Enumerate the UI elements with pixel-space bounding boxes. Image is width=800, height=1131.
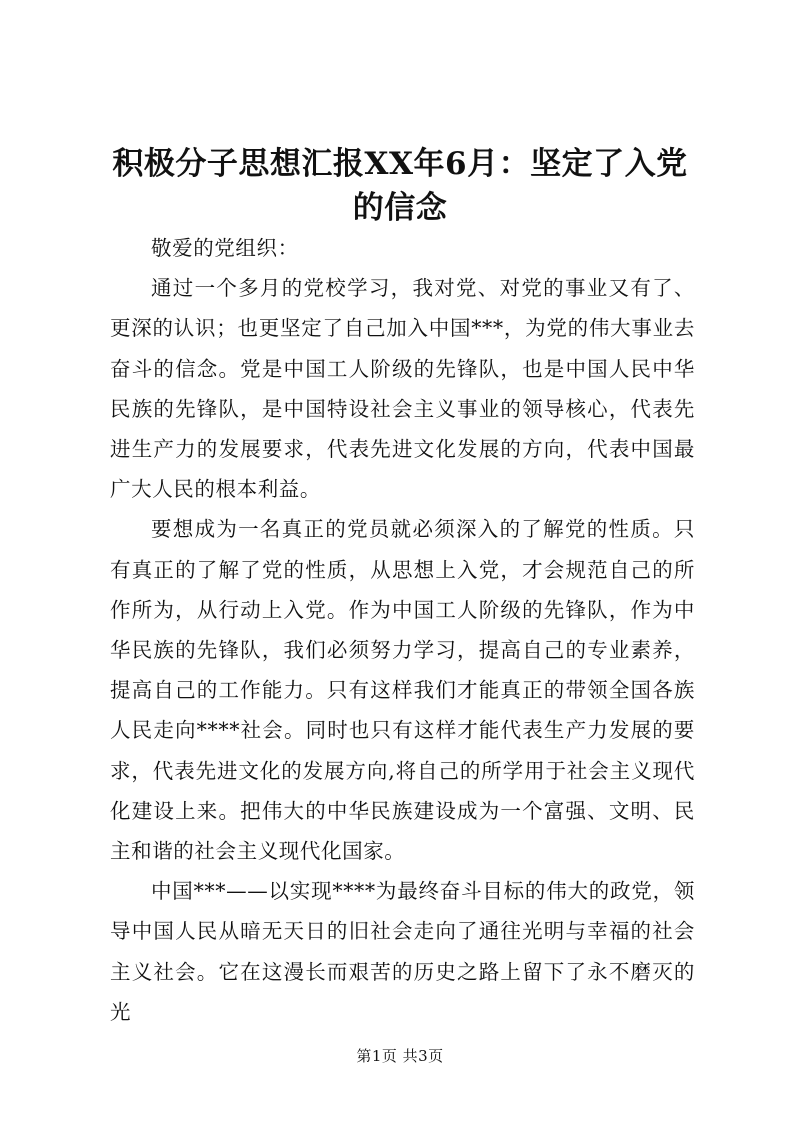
greeting-line: 敬爱的党组织：	[151, 236, 299, 260]
paragraph-3: 中国***——以实现****为最终奋斗目标的伟大的政党，领导中国人民从暗无天日的旧社会走向了通往光明与幸福的社会主义社会。它在这漫长而艰苦的历史之路上留下了永不磨灭的光	[110, 879, 695, 1024]
document-body	[110, 228, 695, 1032]
paragraph-2: 要想成为一名真正的党员就必须深入的了解党的性质。只有真正的了解了党的性质，从思想上入党，才会规范自己的所作所为，从行动上入党。作为中国工人阶级的先锋队，作为中华民族的先锋队，我们必须努力学习，提高自己的专业素养，提高自己的工作能力。只有这样我们才能真正的带领全国各族人民走向****社会。同时也只有这样才能代表生产力发展的要求，代表先进文化的发展方向,将自己的所学用于社会主义现代化建设上来。把伟大的中华民族建设成为一个富强、文明、民主和谐的社会主义现代化国家。	[110, 517, 695, 864]
document-title: 积极分子思想汇报XX年6月：坚定了入党的信念	[112, 146, 688, 226]
paragraph-1: 通过一个多月的党校学习，我对党、对党的事业又有了、更深的认识；也更坚定了自己加入中国***，为党的伟大事业去奋斗的信念。党是中国工人阶级的先锋队，也是中国人民中华民族的先锋队，是中国特设社会主义事业的领导核心，代表先进生产力的发展要求，代表先进文化发展的方向，代表中国最广大人民的根本利益。	[110, 276, 695, 502]
page-footer: 第1页 共3页	[356, 1047, 444, 1065]
